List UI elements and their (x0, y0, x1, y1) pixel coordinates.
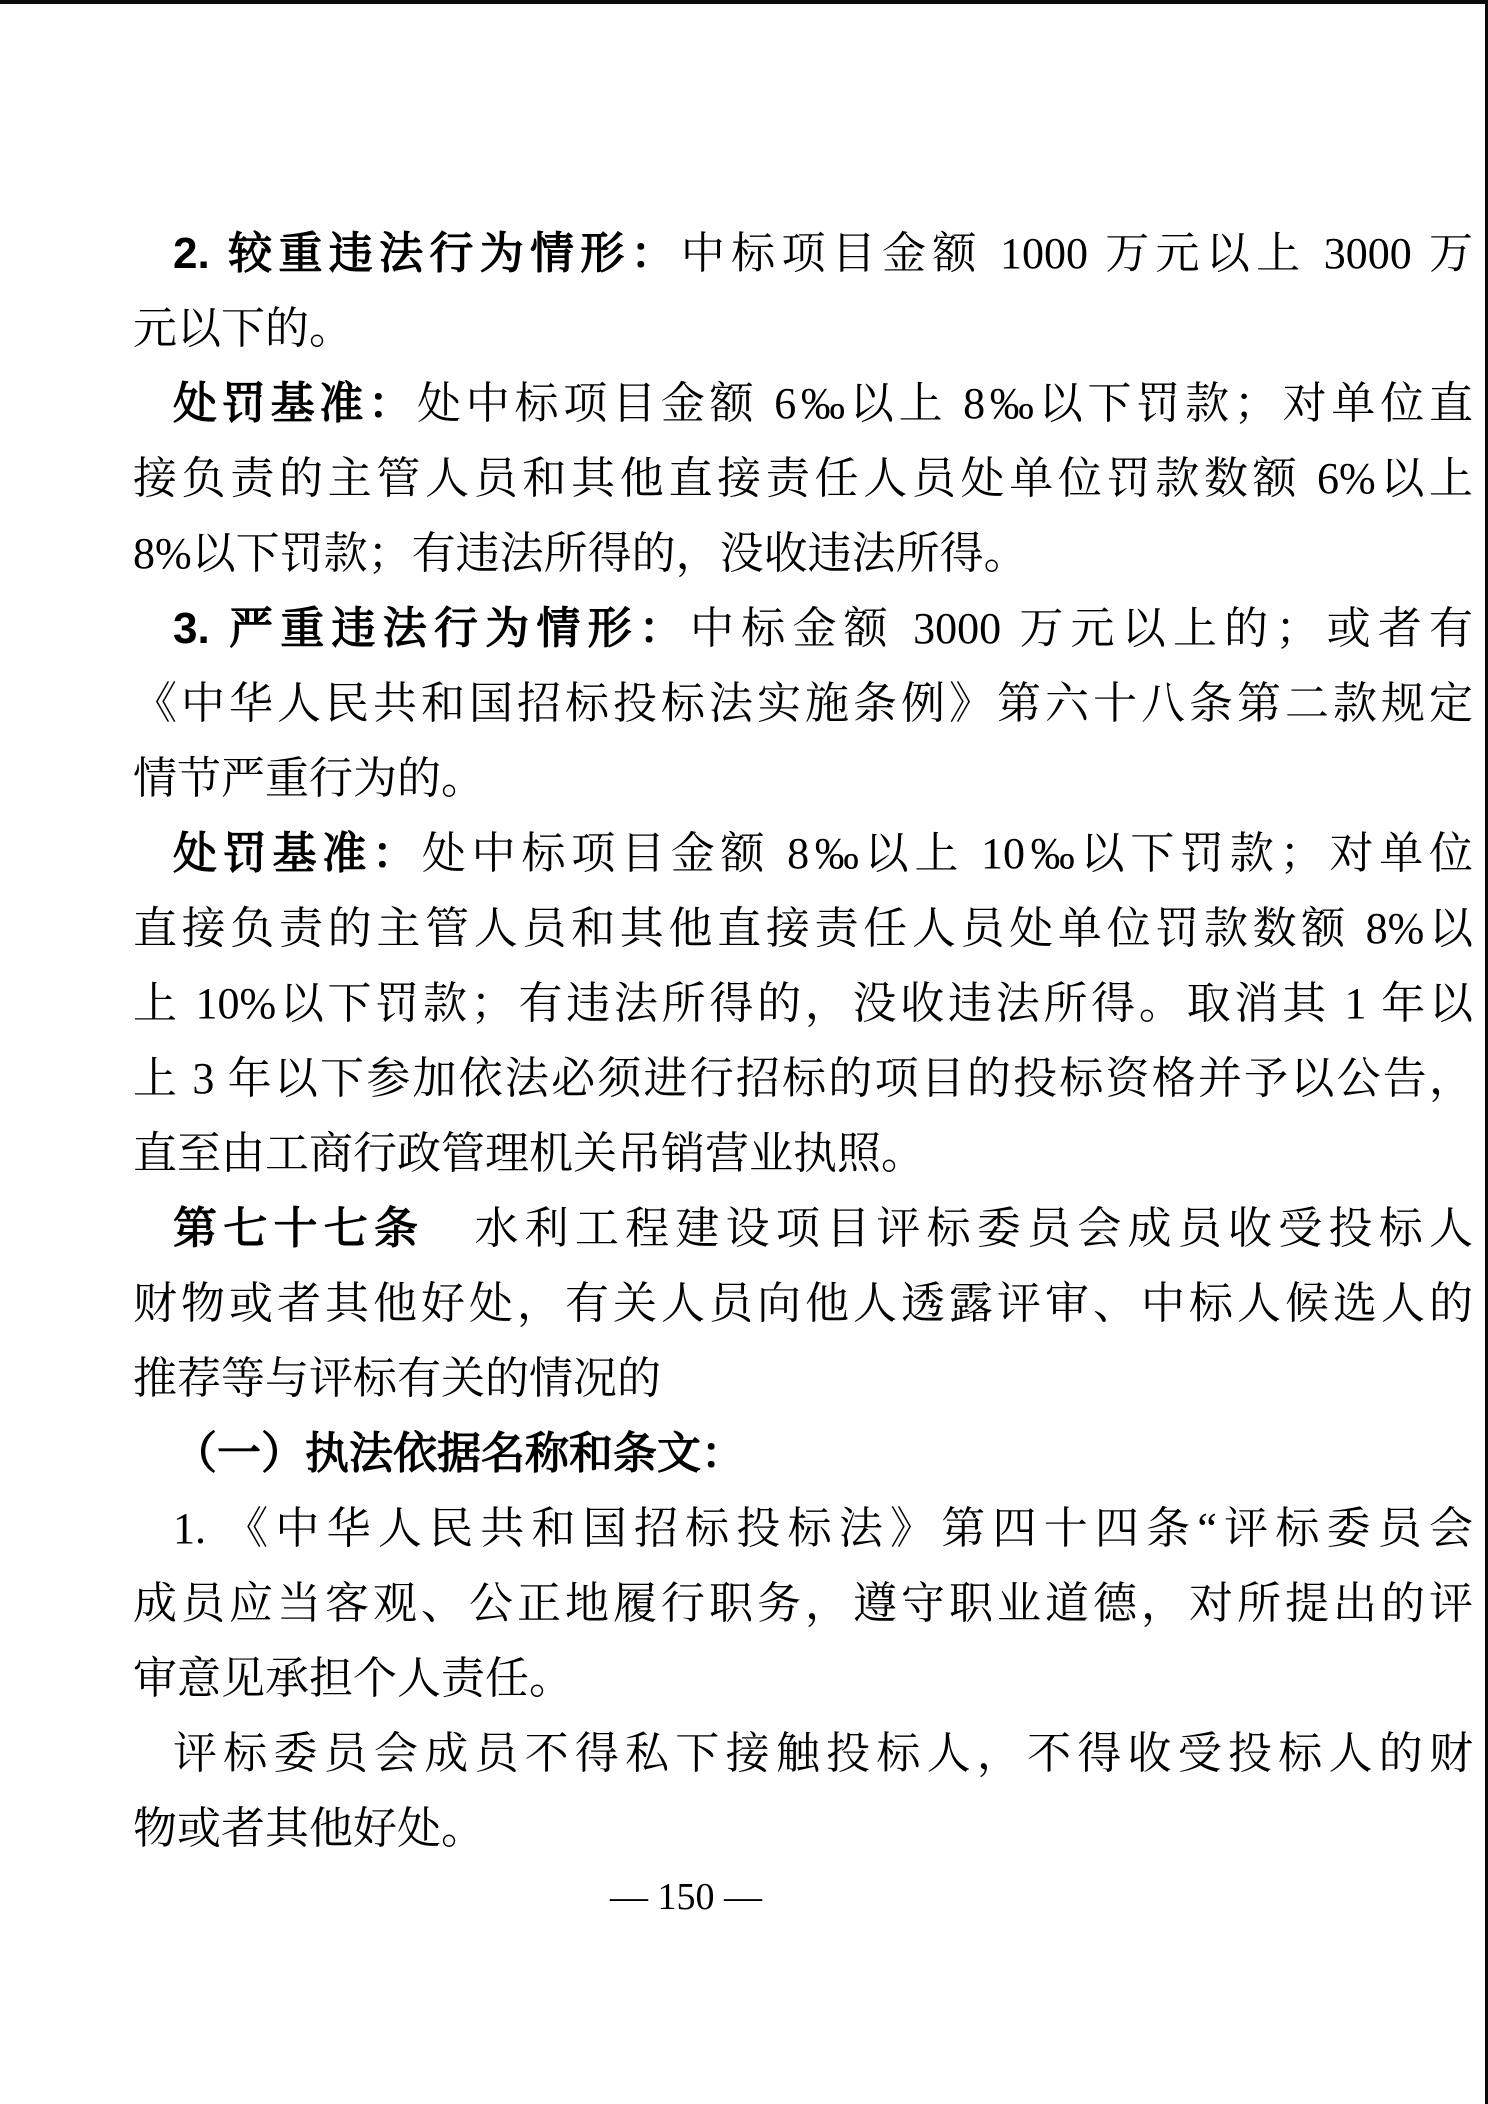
text-line (133, 1416, 1473, 1491)
text-line (133, 1116, 1473, 1191)
text-line (133, 1791, 1473, 1866)
text-line (133, 1641, 1473, 1716)
body-text: 成员应当客观、公正地履行职务，遵守职业道德，对所提出的评 (133, 1579, 1473, 1628)
page-number: — 150 — (610, 1876, 762, 1918)
body-text: 元以下的。 (133, 304, 353, 353)
text-line (133, 1266, 1473, 1341)
text-line (133, 666, 1473, 741)
body-text: 处中标项目金额 6‰以上 8‰以下罚款；对单位直 (416, 379, 1474, 428)
heading-text: 2. 较重违法行为情形： (173, 229, 681, 278)
body-text: 接负责的主管人员和其他直接责任人员处单位罚款数额 6%以上 (133, 454, 1473, 503)
heading-text: 处罚基准： (173, 829, 422, 878)
text-block (133, 216, 1473, 1866)
body-text: 物或者其他好处。 (133, 1804, 485, 1853)
text-line (133, 591, 1473, 666)
body-text: 中标项目金额 1000 万元以上 3000 万 (680, 229, 1474, 278)
body-text: 上 10%以下罚款；有违法所得的，没收违法所得。取消其 1 年以 (133, 979, 1473, 1028)
text-line (133, 816, 1473, 891)
heading-text: （一）执法依据名称和条文： (173, 1429, 745, 1478)
text-line (133, 1341, 1473, 1416)
text-line (133, 441, 1473, 516)
body-text: 推荐等与评标有关的情况的 (133, 1354, 661, 1403)
text-line (133, 1716, 1473, 1791)
text-line (133, 891, 1473, 966)
body-text: 上 3 年以下参加依法必须进行招标的项目的投标资格并予以公告， (133, 1054, 1473, 1103)
text-line (133, 291, 1473, 366)
body-text: 直接负责的主管人员和其他直接责任人员处单位罚款数额 8%以 (133, 904, 1473, 953)
body-text: 8%以下罚款；有违法所得的，没收违法所得。 (133, 529, 1028, 578)
heading-text: 处罚基准： (173, 379, 417, 428)
body-text: 中标金额 3000 万元以上的；或者有 (690, 604, 1474, 653)
body-text: 处中标项目金额 8‰以上 10‰以下罚款；对单位 (421, 829, 1474, 878)
text-line (133, 741, 1473, 816)
text-line (133, 1191, 1473, 1266)
body-text: 《中华人民共和国招标投标法实施条例》第六十八条第二款规定 (133, 679, 1473, 728)
text-line (133, 216, 1473, 291)
heading-text: 3. 严重违法行为情形： (173, 604, 691, 653)
heading-text: 第七十七条 (173, 1204, 425, 1253)
text-line (133, 1491, 1473, 1566)
body-text: 评标委员会成员不得私下接触投标人，不得收受投标人的财 (173, 1729, 1473, 1778)
scan-border-top (0, 0, 1488, 4)
body-text: 财物或者其他好处，有关人员向他人透露评审、中标人候选人的 (133, 1279, 1473, 1328)
body-text: 1. 《中华人民共和国招标投标法》第四十四条“评标委员会 (173, 1504, 1473, 1553)
text-line (133, 1041, 1473, 1116)
text-line (133, 966, 1473, 1041)
text-line (133, 1566, 1473, 1641)
text-line (133, 516, 1473, 591)
text-line (133, 366, 1473, 441)
body-text: 审意见承担个人责任。 (133, 1654, 573, 1703)
body-text: 情节严重行为的。 (133, 754, 485, 803)
body-text: 直至由工商行政管理机关吊销营业执照。 (133, 1129, 925, 1178)
body-text: 水利工程建设项目评标委员会成员收受投标人 (424, 1204, 1474, 1253)
